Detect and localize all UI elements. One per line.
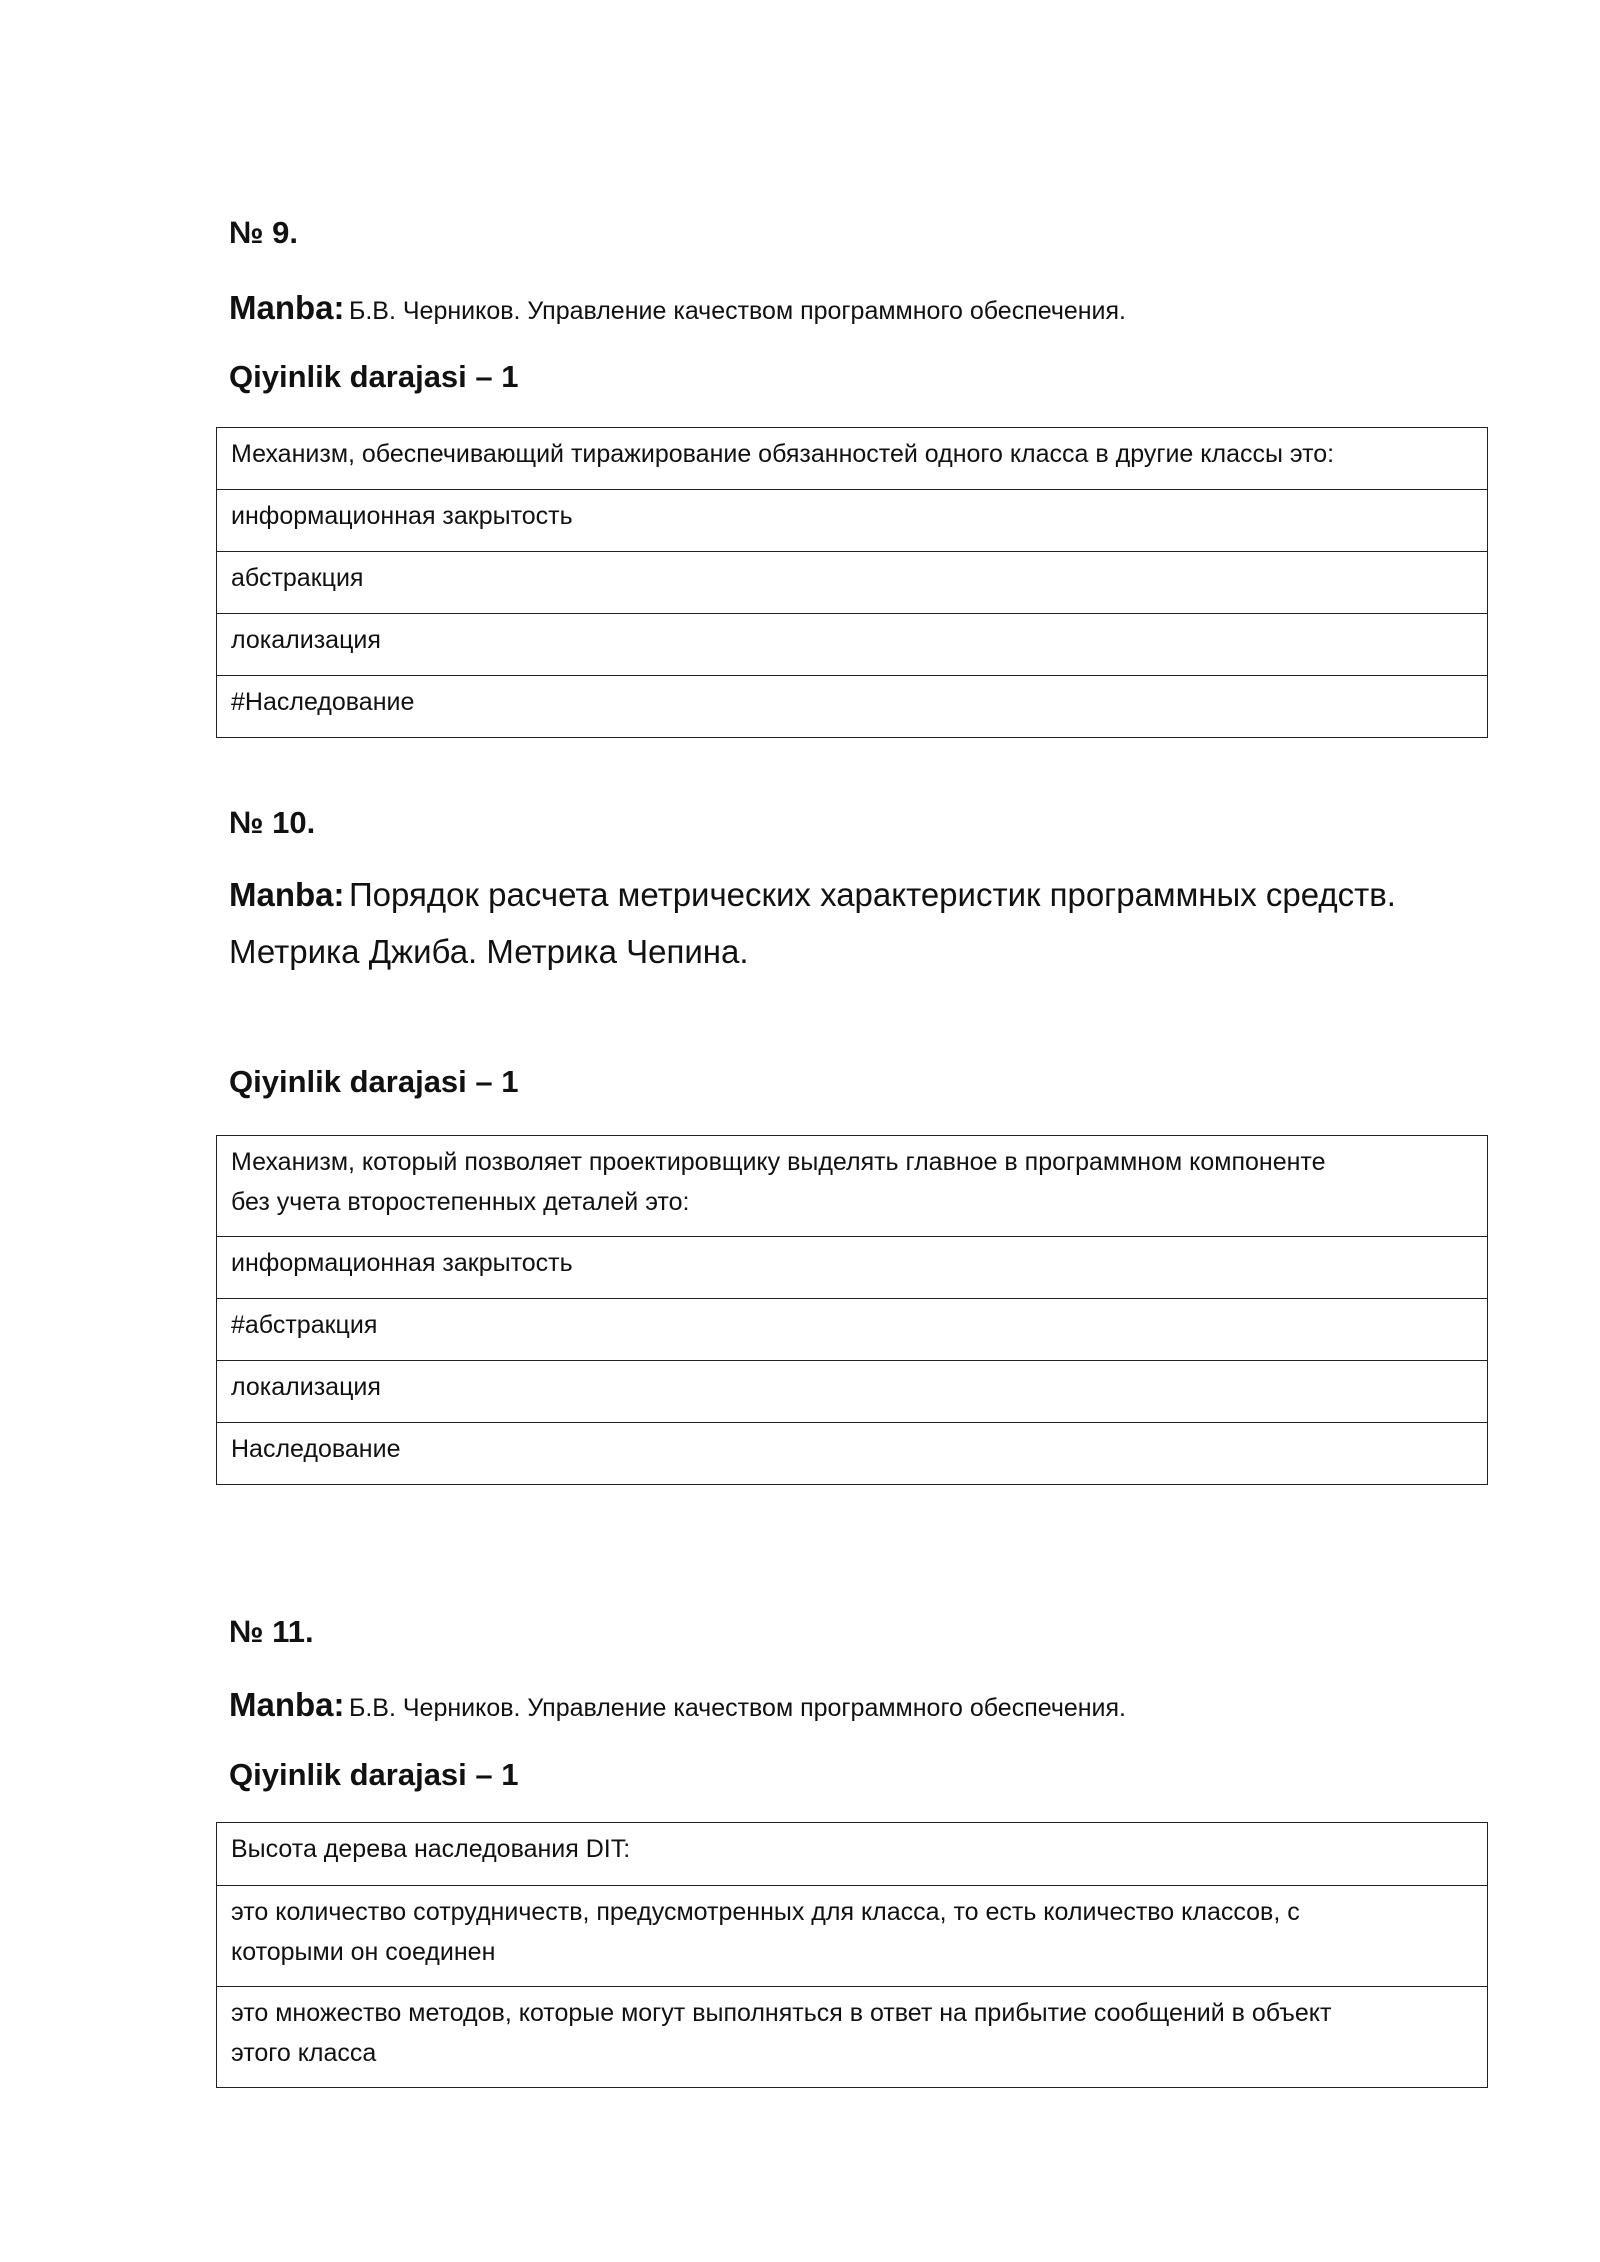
question-table [216, 1135, 1488, 1485]
question-text: Высота дерева наследования DIT: [217, 1823, 1488, 1886]
answer-option: локализация [217, 1361, 1488, 1423]
question-number: № 11. [229, 1614, 314, 1649]
source-line [229, 1680, 1126, 1737]
difficulty-level: Qiyinlik darajasi – 1 [229, 359, 519, 394]
answer-option: абстракция [217, 552, 1488, 614]
answer-option: информационная закрытость [217, 490, 1488, 552]
source-label: Manba: [229, 876, 345, 913]
question-line: без учета второстепенных деталей это: [231, 1188, 690, 1216]
option-line: этого класса [231, 2039, 377, 2067]
question-table [216, 1822, 1488, 2088]
question-table [216, 427, 1488, 738]
source-line [229, 870, 1396, 984]
source-text: Б.В. Черников. Управление качеством программного обеспечения. [348, 1694, 1127, 1722]
answer-option: #абстракция [217, 1299, 1488, 1361]
answer-option: Наследование [217, 1423, 1488, 1485]
difficulty-level: Qiyinlik darajasi – 1 [229, 1064, 519, 1099]
source-text: Б.В. Черников. Управление качеством программного обеспечения. [348, 297, 1127, 325]
option-line: которыми он соединен [231, 1938, 496, 1966]
answer-option: информационная закрытость [217, 1237, 1488, 1299]
answer-option [217, 1987, 1488, 2088]
difficulty-level: Qiyinlik darajasi – 1 [229, 1757, 519, 1792]
question-text: Механизм, обеспечивающий тиражирование обязанностей одного класса в другие классы это: [217, 428, 1488, 490]
question-number: № 10. [229, 805, 316, 840]
source-text: Метрика Джиба. Метрика Чепина. [229, 933, 749, 970]
source-label: Manba: [229, 1686, 345, 1723]
option-line: это количество сотрудничеств, предусмотренных для класса, то есть количество классов, с [231, 1898, 1300, 1926]
answer-option: #Наследование [217, 676, 1488, 738]
source-text: Порядок расчета метрических характеристик программных средств. [348, 876, 1396, 913]
answer-option [217, 1886, 1488, 1987]
option-line: это множество методов, которые могут выполняться в ответ на прибытие сообщений в объект [231, 1999, 1332, 2027]
source-label: Manba: [229, 289, 345, 326]
answer-option: локализация [217, 614, 1488, 676]
source-line [229, 283, 1126, 340]
question-text [217, 1136, 1488, 1237]
question-line: Механизм, который позволяет проектировщику выделять главное в программном компоненте [231, 1148, 1326, 1176]
question-number: № 9. [229, 215, 299, 250]
